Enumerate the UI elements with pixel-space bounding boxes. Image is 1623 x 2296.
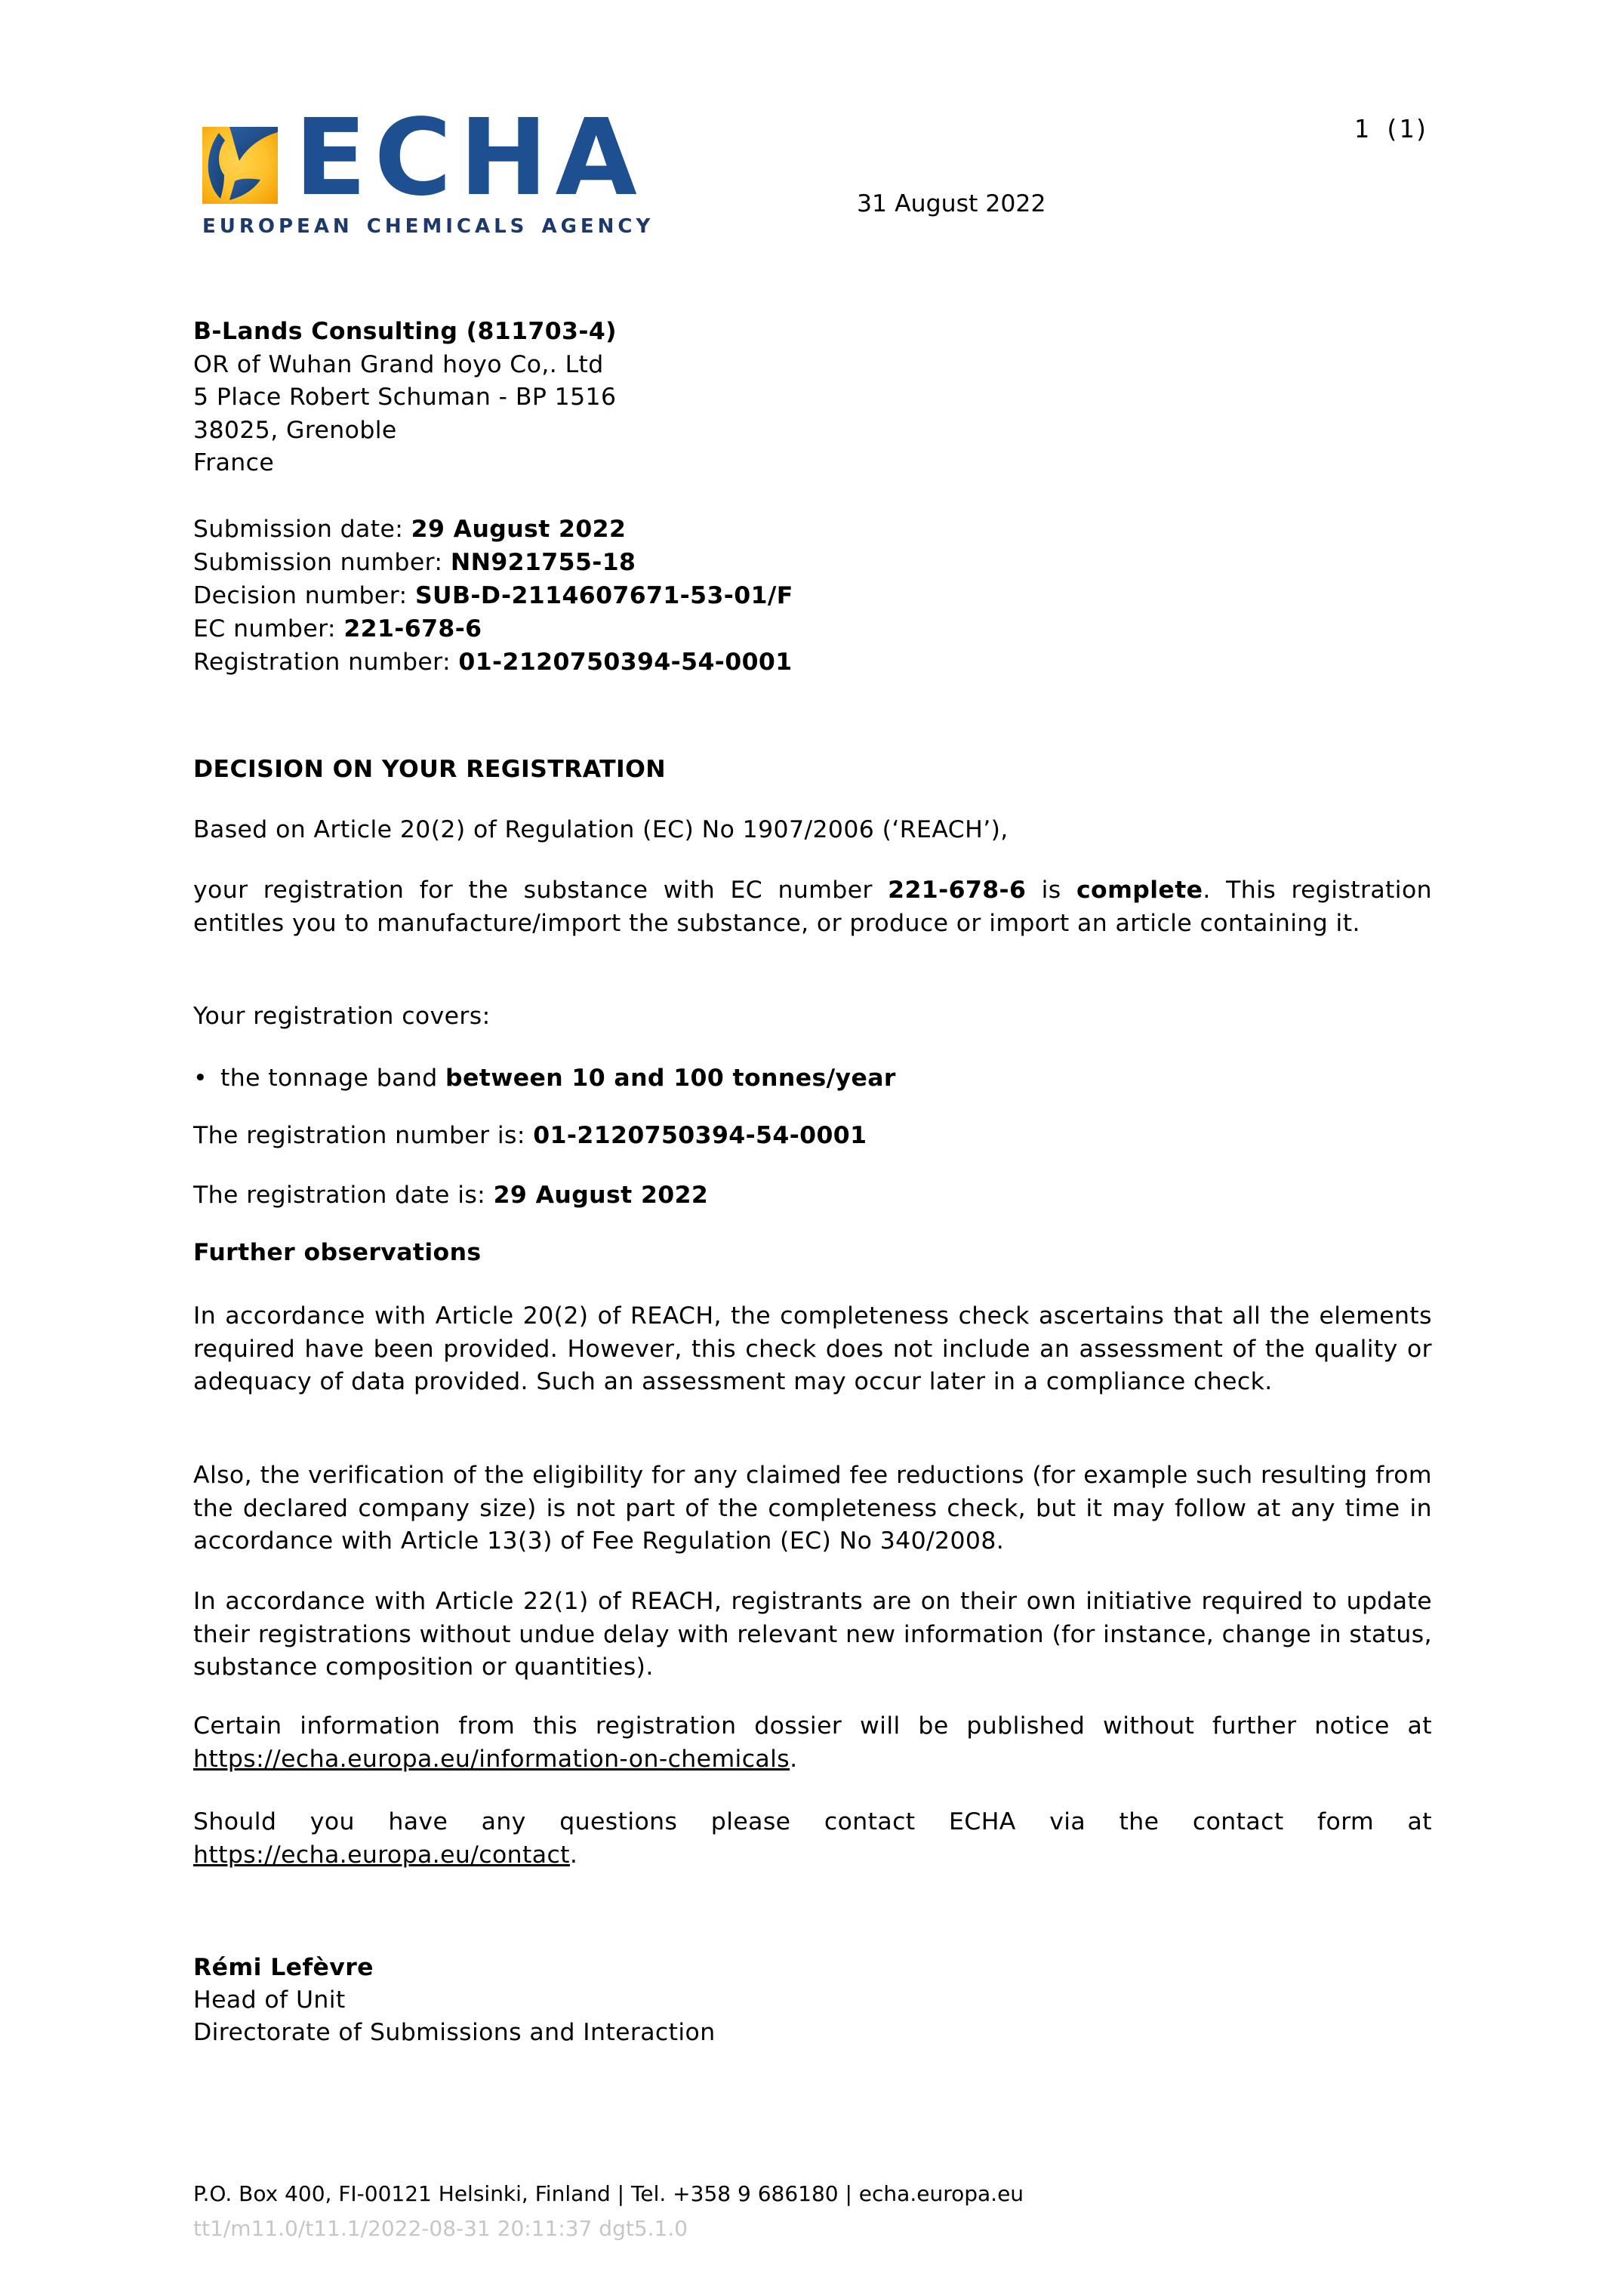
text-segment: 221-678-6 xyxy=(888,877,1027,904)
detail-row xyxy=(193,513,1432,546)
text-segment: The registration date is: xyxy=(193,1182,494,1209)
detail-label: Submission number: xyxy=(193,549,451,576)
detail-row xyxy=(193,579,1432,612)
paragraph-legal-basis xyxy=(193,814,1432,847)
page-number: 1 (1) xyxy=(1354,114,1429,143)
recipient-address-line: 5 Place Robert Schuman - BP 1516 xyxy=(193,384,617,411)
recipient-address-line: OR of Wuhan Grand hoyo Co,. Ltd xyxy=(193,350,604,378)
text-segment: The registration number is: xyxy=(193,1122,534,1149)
detail-label: Registration number: xyxy=(193,649,459,676)
paragraph-registration-number xyxy=(193,1120,1432,1153)
paragraph-registration-complete xyxy=(193,874,1432,940)
echa-tagline: EUROPEAN CHEMICALS AGENCY xyxy=(202,215,654,238)
echa-star-icon xyxy=(202,127,278,204)
text-segment: In accordance with Article 22(1) of REACH, registrants are on their own initiative required to update their registrations without undue delay with relevant new information (for instance, change in status, substance composition or quantities). xyxy=(193,1588,1432,1681)
text-segment: In accordance with Article 20(2) of REACH, the completeness check ascertains that all the elements required have been provided. However, this check does not include an assessment of the quality or adequacy of data provided. Such an assessment may occur later in a compliance check. xyxy=(193,1302,1432,1395)
echa-wordmark: ECHA xyxy=(294,97,645,220)
text-segment: Should you have any questions please contact ECHA via the contact form at xyxy=(193,1808,1432,1835)
text-segment: between 10 and 100 tonnes/year xyxy=(445,1065,896,1092)
detail-label: EC number: xyxy=(193,615,344,643)
text-segment: Also, the verification of the eligibility for any claimed fee reductions (for example such resulting from the declared company size) is not part of the completeness check, but it may follow at any time in accordance with Article 13(3) of Fee Regulation (EC) No 340/2008. xyxy=(193,1462,1432,1555)
text-segment: is xyxy=(1026,877,1076,904)
bullet-text xyxy=(220,1065,896,1092)
detail-row xyxy=(193,612,1432,646)
submission-details-block xyxy=(193,513,1432,679)
paragraph-update-obligation xyxy=(193,1586,1432,1684)
recipient-address-line: France xyxy=(193,449,275,476)
echa-logo-mark-icon xyxy=(202,127,278,204)
bullet-tonnage-band xyxy=(193,1062,1432,1096)
paragraph-registration-covers xyxy=(193,1000,1432,1034)
detail-label: Decision number: xyxy=(193,582,415,609)
detail-value: NN921755-18 xyxy=(450,549,636,576)
signatory-role: Head of Unit xyxy=(193,1986,346,2014)
text-segment: your registration for the substance with EC number xyxy=(193,877,888,904)
text-segment: Based on Article 20(2) of Regulation (EC) No 1907/2006 (‘REACH’), xyxy=(193,816,1009,843)
text-segment: the tonnage band xyxy=(220,1065,446,1092)
paragraph-publication-notice xyxy=(193,1710,1432,1776)
footer-contact-line: P.O. Box 400, FI-00121 Helsinki, Finland | Tel. +358 9 686180 | echa.europa.eu xyxy=(193,2181,1024,2206)
inline-link[interactable]: https://echa.europa.eu/information-on-chemicals xyxy=(193,1745,790,1773)
signatory-unit: Directorate of Submissions and Interaction xyxy=(193,2019,716,2046)
detail-value: SUB-D-2114607671-53-01/F xyxy=(414,582,793,609)
inline-link[interactable]: https://echa.europa.eu/contact xyxy=(193,1841,570,1869)
recipient-address-line: 38025, Grenoble xyxy=(193,416,397,444)
signatory-name: Rémi Lefèvre xyxy=(193,1954,374,1981)
detail-value: 221-678-6 xyxy=(343,615,482,643)
document-date: 31 August 2022 xyxy=(857,190,1046,217)
recipient-address-block xyxy=(193,316,1432,480)
text-segment: complete xyxy=(1076,877,1203,904)
further-observations-heading: Further observations xyxy=(193,1239,482,1266)
text-segment: 01-2120750394-54-0001 xyxy=(533,1122,867,1149)
recipient-name: B-Lands Consulting (811703-4) xyxy=(193,318,617,345)
detail-row xyxy=(193,646,1432,679)
text-segment: . xyxy=(569,1841,578,1869)
signature-block xyxy=(193,1952,1432,2049)
detail-value: 01-2120750394-54-0001 xyxy=(458,649,793,676)
paragraph-completeness-check xyxy=(193,1300,1432,1399)
paragraph-registration-date xyxy=(193,1179,1432,1213)
bullet-icon: • xyxy=(193,1065,208,1092)
paragraph-fee-verification xyxy=(193,1459,1432,1558)
text-segment: Your registration covers: xyxy=(193,1003,491,1030)
detail-value: 29 August 2022 xyxy=(411,516,627,543)
paragraph-contact-info xyxy=(193,1806,1432,1872)
decision-heading: DECISION ON YOUR REGISTRATION xyxy=(193,756,667,783)
text-segment: 29 August 2022 xyxy=(493,1182,709,1209)
text-segment: Certain information from this registration dossier will be published without further notice at xyxy=(193,1712,1432,1740)
text-segment: . This registration entitles you to manufacture/import the substance, or produce or import an article containing it. xyxy=(193,877,1432,937)
detail-row xyxy=(193,546,1432,579)
detail-label: Submission date: xyxy=(193,516,411,543)
text-segment: . xyxy=(790,1745,798,1773)
footer-meta-line: tt1/m11.0/t11.1/2022-08-31 20:11:37 dgt5.1.0 xyxy=(193,2216,688,2241)
